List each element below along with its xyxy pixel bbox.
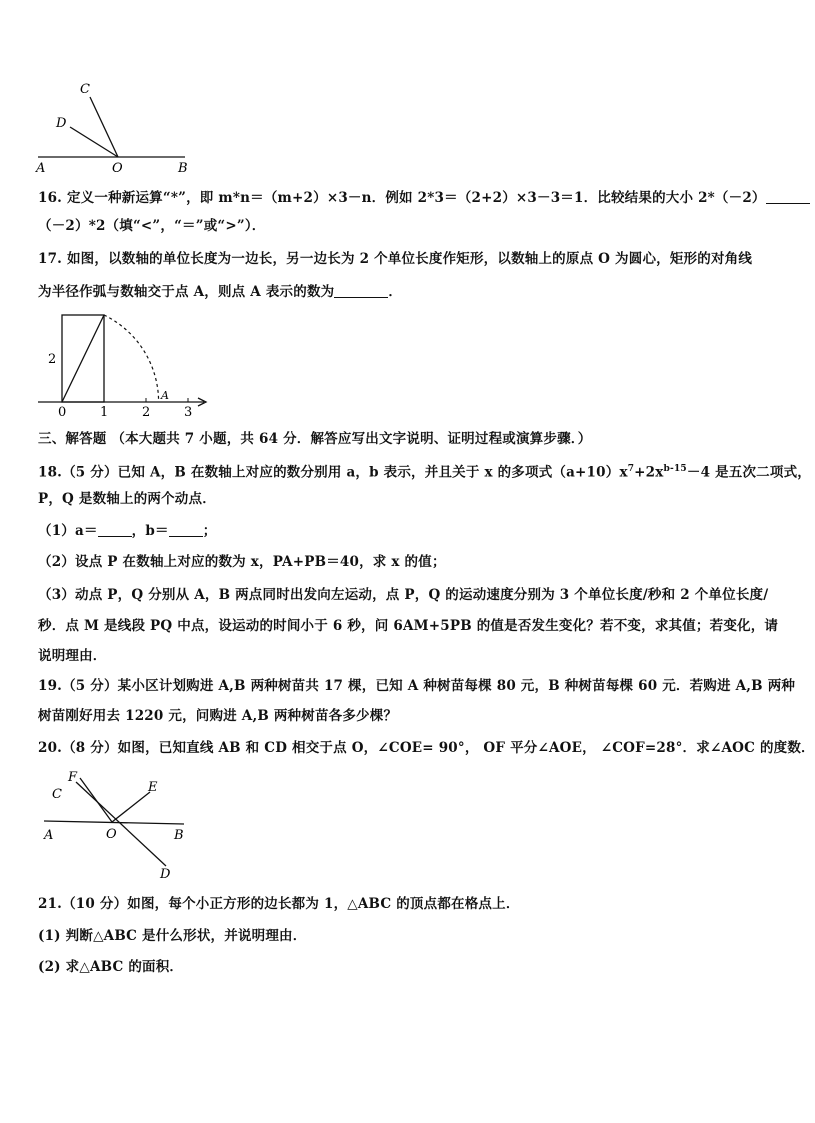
q21-sub2 [38, 958, 758, 976]
line-ab [44, 821, 184, 824]
q20-line1 [38, 739, 815, 757]
label-d: D [56, 116, 67, 131]
q18-text-1a: 18.（5 分）已知 A，B 在数轴上对应的数分别用 a，b 表示，并且关于 x 的多项式（a+10）x [38, 464, 628, 481]
q18-sub1 [38, 522, 758, 540]
label-e: E [148, 780, 158, 795]
label-d: D [160, 867, 171, 882]
ray-oe [112, 792, 150, 822]
label-b: B [174, 828, 184, 843]
q19-line1 [38, 677, 796, 695]
q18-sub2-text: （2）设点 P 在数轴上对应的数为 x，PA+PB＝40，求 x 的值； [38, 554, 446, 570]
section-3-text: 三、解答题 （本大题共 7 小题，共 64 分．解答应写出文字说明、证明过程或演算步骤．） [38, 431, 592, 447]
tick-label-2: 2 [142, 405, 151, 420]
q18-sub3-line3 [38, 647, 758, 665]
q21-sub1-text: (1) 判断△ABC 是什么形状，并说明理由． [38, 928, 307, 944]
label-height-2: 2 [48, 352, 57, 367]
tick-label-1: 1 [100, 405, 109, 420]
label-b: B [178, 161, 188, 176]
dashed-arc [104, 315, 159, 402]
q17-line2 [38, 283, 758, 301]
label-c: C [80, 82, 90, 97]
q18-sub2 [38, 553, 758, 571]
section-3-header [38, 430, 758, 448]
figure-number-line [34, 308, 214, 418]
q20-text-1: 20.（8 分）如图，已知直线 AB 和 CD 相交于点 O，∠COE= 90°， OF 平分∠AOE， ∠COF=28°．求∠AOC 的度数． [38, 740, 815, 756]
label-o: O [106, 827, 117, 842]
q18-exponent-2: b-15 [663, 464, 687, 474]
figure-angle-aob [30, 75, 200, 180]
q16-line2 [38, 217, 758, 235]
q18-sub1-text-c: ； [202, 523, 217, 539]
q17-text-end: ． [388, 284, 403, 300]
figure-intersecting-lines [36, 766, 206, 882]
tick-label-0: 0 [58, 405, 67, 420]
q17-answer-blank [334, 284, 388, 298]
q17-text-2: 为半径作弧与数轴交于点 A，则点 A 表示的数为 [38, 284, 335, 300]
q16-text-2: （－2）*2（填“<”，“＝”或“>”）． [38, 218, 266, 234]
label-f: F [68, 770, 78, 785]
q18-sub1-text-a: （1）a＝ [38, 523, 98, 539]
q16-answer-blank [766, 190, 810, 204]
point-label-a: A [161, 389, 169, 402]
label-a: A [44, 828, 54, 843]
q21-line1 [38, 895, 758, 913]
q18-exponent-1: 7 [627, 464, 635, 474]
q18-sub3-line1 [38, 586, 769, 604]
q18-sub3-text-1: （3）动点 P，Q 分别从 A，B 两点同时出发向左运动，点 P，Q 的运动速度分别为 3 个单位长度/秒和 2 个单位长度/ [38, 587, 769, 603]
label-c: C [52, 787, 62, 802]
q18-text-2: P，Q 是数轴上的两个动点． [38, 491, 216, 507]
q19-text-1: 19.（5 分）某小区计划购进 A,B 两种树苗共 17 棵，已知 A 种树苗每棵 80 元，B 种树苗每棵 60 元．若购进 A,B 两种 [38, 678, 796, 694]
rectangle-diagonal [62, 315, 104, 402]
label-a: A [36, 161, 46, 176]
q18-text-1c: －4 是五次二项式， [686, 464, 811, 481]
q18-line1 [38, 460, 811, 482]
q18-sub1-text-b: ，b＝ [131, 523, 169, 539]
label-o: O [112, 161, 123, 176]
q18-sub3-line2 [38, 617, 779, 635]
q21-sub1 [38, 927, 758, 945]
ray-of [80, 778, 112, 822]
q18-sub3-text-3: 说明理由． [38, 648, 107, 664]
q18-blank-a [98, 523, 132, 537]
q19-text-2: 树苗刚好用去 1220 元，问购进 A,B 两种树苗各多少棵？ [38, 708, 398, 724]
q18-line2 [38, 490, 758, 508]
q21-text-1: 21.（10 分）如图，每个小正方形的边长都为 1，△ABC 的顶点都在格点上． [38, 896, 520, 912]
q17-line1 [38, 250, 758, 268]
q16-text-1: 16. 定义一种新运算“*”，即 m*n＝（m+2）×3－n．例如 2*3＝（2+2）×3－3＝1．比较结果的大小 2*（－2） [38, 190, 766, 206]
q18-text-1b: +2x [634, 464, 664, 481]
q17-text-1: 17. 如图，以数轴的单位长度为一边长，另一边长为 2 个单位长度作矩形，以数轴上的原点 O 为圆心，矩形的对角线 [38, 251, 753, 267]
q18-blank-b [169, 523, 203, 537]
q16-line1 [38, 189, 766, 207]
q18-sub3-text-2: 秒．点 M 是线段 PQ 中点，设运动的时间小于 6 秒，问 6AM+5PB 的值是否发生变化？若不变，求其值；若变化，请 [38, 618, 779, 634]
tick-label-3: 3 [184, 405, 193, 420]
q21-sub2-text: (2) 求△ABC 的面积． [38, 959, 184, 975]
q19-line2 [38, 707, 758, 725]
